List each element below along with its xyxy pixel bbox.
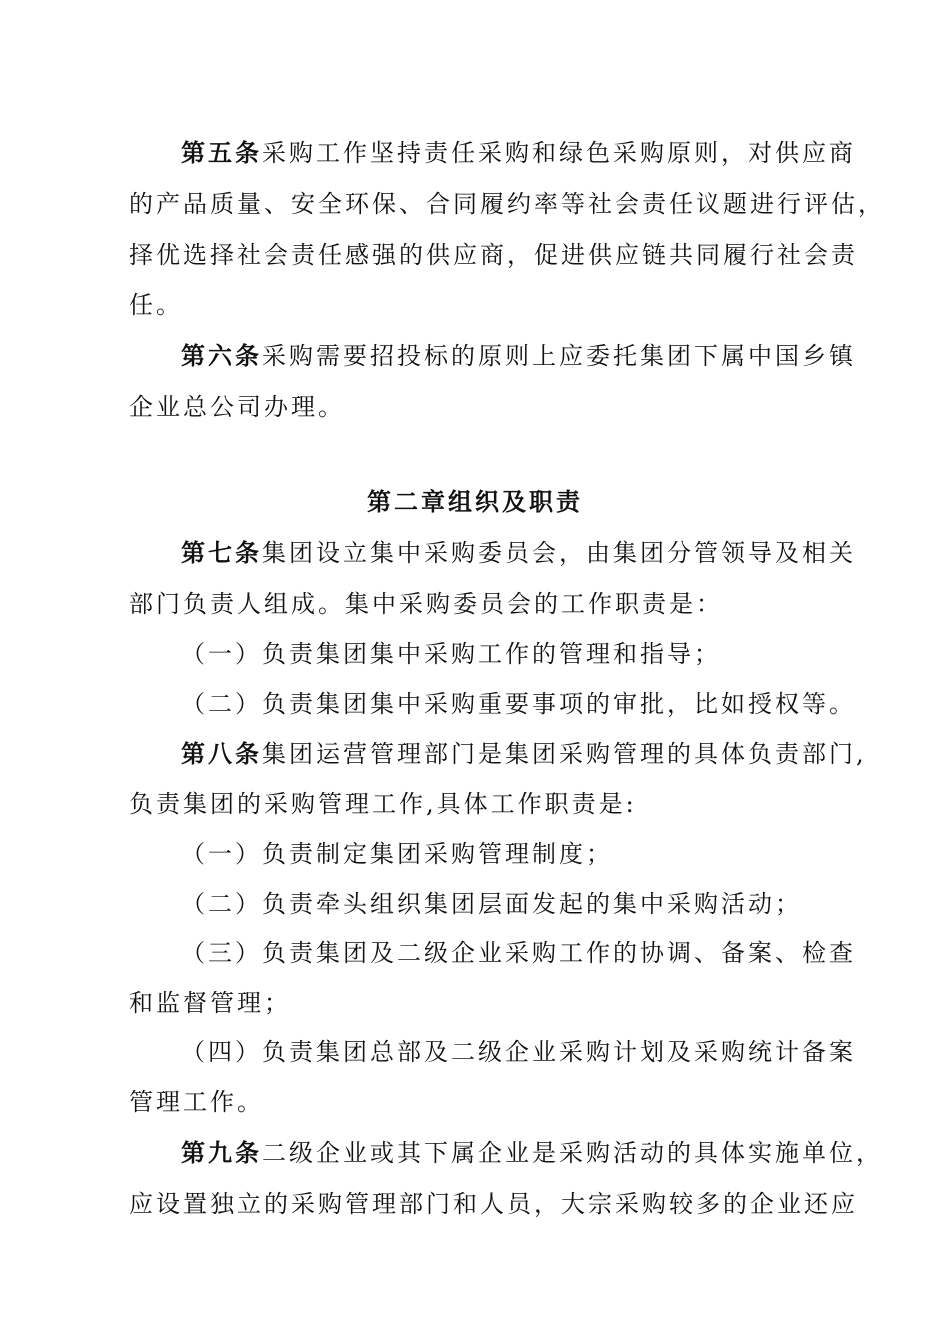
article-8-line-1 xyxy=(181,734,867,769)
article-9-label: 第九条 xyxy=(181,1138,262,1167)
article-7-item-1: （一）负责集团集中采购工作的管理和指导； xyxy=(181,640,721,668)
article-7-label: 第七条 xyxy=(181,538,262,567)
article-8-item-1: （一）负责制定集团采购管理制度； xyxy=(181,840,613,868)
article-8-item-2: （二）负责牵头组织集团层面发起的集中采购活动； xyxy=(181,890,802,918)
article-8-item-4-line-1: （四）负责集团总部及二级企业采购计划及采购统计备案 xyxy=(181,1038,856,1066)
chapter-2-title: 第二章组织及职责 xyxy=(367,487,583,516)
article-6-line-1 xyxy=(181,336,856,371)
article-9-text: 二级企业或其下属企业是采购活动的具体实施单位， xyxy=(262,1139,883,1167)
article-6-text: 采购需要招投标的原则上应委托集团下属中国乡镇 xyxy=(262,342,856,370)
article-5-line-3: 择优选择社会责任感强的供应商，促进供应链共同履行社会责 xyxy=(129,241,858,269)
article-6-line-2: 企业总公司办理。 xyxy=(129,393,345,421)
article-5-label: 第五条 xyxy=(181,138,262,167)
article-8-item-3-line-1: （三）负责集团及二级企业采购工作的协调、备案、检查 xyxy=(181,939,856,967)
article-9-line-1 xyxy=(181,1133,883,1168)
article-7-item-2: （二）负责集团集中采购重要事项的审批，比如授权等。 xyxy=(181,690,856,718)
article-5-line-4: 任。 xyxy=(129,291,183,319)
article-5-text: 采购工作坚持责任采购和绿色采购原则，对供应商 xyxy=(262,139,856,167)
article-7-text: 集团设立集中采购委员会，由集团分管领导及相关 xyxy=(262,539,856,567)
article-8-item-3-line-2: 和监督管理； xyxy=(129,989,291,1017)
article-8-line-2: 负责集团的采购管理工作,具体工作职责是: xyxy=(129,790,637,818)
article-7-line-1 xyxy=(181,533,856,568)
article-6-label: 第六条 xyxy=(181,341,262,370)
article-5-line-1 xyxy=(181,133,856,168)
article-5-line-2: 的产品质量、安全环保、合同履约率等社会责任议题进行评估， xyxy=(129,190,885,218)
article-8-label: 第八条 xyxy=(181,739,262,768)
article-8-item-4-line-2: 管理工作。 xyxy=(129,1088,264,1116)
article-7-line-2: 部门负责人组成。集中采购委员会的工作职责是： xyxy=(129,590,723,618)
article-9-line-2: 应设置独立的采购管理部门和人员，大宗采购较多的企业还应 xyxy=(129,1190,858,1218)
article-8-text: 集团运营管理部门是集团采购管理的具体负责部门, xyxy=(262,740,867,768)
